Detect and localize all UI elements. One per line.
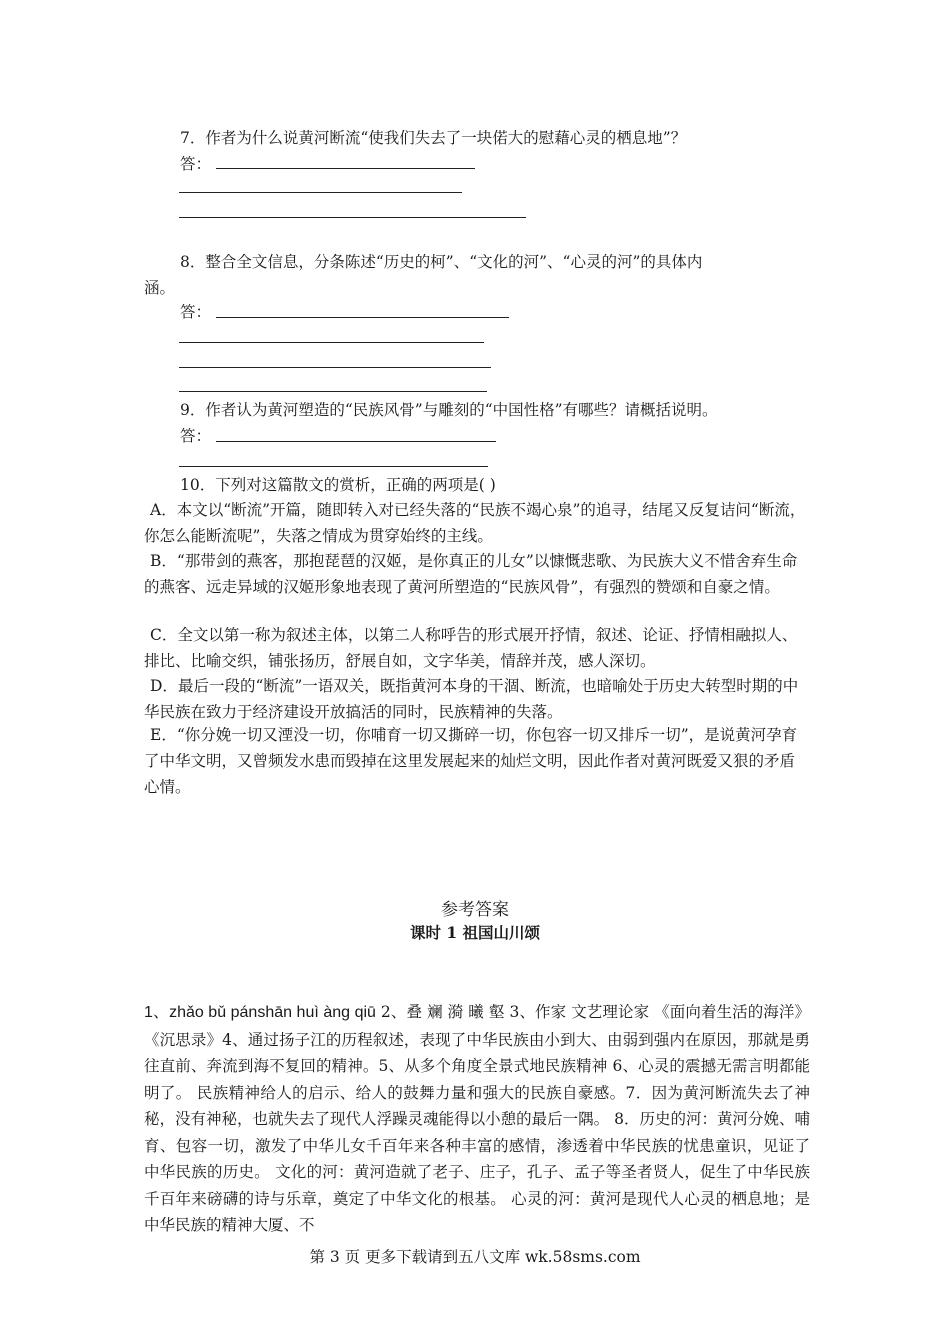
answer-label-8: 答： [180, 303, 212, 321]
option-c [144, 622, 810, 674]
option-text: 最后一段的“断流”一语双关，既指黄河本身的干涸、断流，也暗喻处于历史大转型时期的中华民族在致力于经济建设开放搞活的同时，民族精神的失落。 [144, 677, 799, 721]
question-8-continued: 涵。 [144, 279, 176, 297]
option-a [144, 497, 810, 549]
question-7: 7．作者为什么说黄河断流“使我们失去了一块偌大的慰藉心灵的栖息地”？ [180, 129, 687, 147]
answer-line [179, 391, 487, 392]
option-text: 全文以第一称为叙述主体，以第二人称呼告的形式展开抒情，叙述、论证、抒情相融拟人、排比、比喻交织，铺张扬历，舒展自如，文字华美，情辞并茂，感人深切。 [144, 626, 798, 670]
page-footer: 第 3 页 更多下载请到五八文库 wk.58sms.com [309, 1248, 641, 1266]
option-text: 本文以“断流”开篇，随即转入对已经失落的“民族不竭心泉”的追寻，结尾又反复诘问“断流，你怎么能断流呢”，失落之情成为贯穿始终的主线。 [144, 501, 806, 545]
answer-label-7: 答： [180, 155, 212, 173]
answer-line [179, 192, 462, 193]
option-text: “那带剑的燕客，那抱琵琶的汉姬，是你真正的儿女”以慷慨悲歌、为民族大义不惜舍弃生命的燕客、远走异域的汉姬形象地表现了黄河所塑造的“民族风骨”，有强烈的赞颂和自豪之情。 [144, 552, 798, 596]
answer-body: 2、叠 斓 漪 曦 壑 3、作家 文艺理论家 《面向着生活的海洋》《沉思录》4、通过扬子江的历程叙述，表现了中华民族由小到大、由弱到强内在原因，那就是勇往直前、奔流到海不复回的精神。5、从多个角度全景式地民族精神 6、心灵的震撼无需言明都能明了。 民族精神给人的启示、给人的鼓舞力量和强大的民族自豪感。7．因为黄河断流失去了神秘，没有神秘，也就失去了现代人浮躁灵魂能得以小憩的最后一隅。 8．历史的河：黄河分娩、哺育、包容一切，激发了中华儿女千百年来各种丰富的感情，渗透着中华民族的忧患童识，见证了中华民族的历史。 文化的河：黄河造就了老子、庄子，孔子、孟子等圣者贤人，促生了中华民族千百年来磅礴的诗与乐章，奠定了中华文化的根基。 心灵的河：黄河是现代人心灵的栖息地；是中华民族的精神大厦、不 [144, 1003, 810, 1234]
answer-line [179, 466, 488, 467]
answer-line [216, 168, 475, 169]
answer-line [179, 367, 491, 368]
reference-answers [144, 999, 810, 1239]
option-label: D． [150, 677, 178, 695]
option-label: E． [150, 726, 177, 744]
question-8: 8．整合全文信息，分条陈述“历史的柯”、“文化的河”、“心灵的河”的具体内 [180, 253, 703, 271]
option-text: “你分娩一切又湮没一切，你哺育一切又撕碎一切，你包容一切又排斥一切”，是说黄河孕育了中华文明，又曾频发水患而毁掉在这里发展起来的灿烂文明，因此作者对黄河既爱又狠的矛盾心情。 [144, 726, 798, 796]
answer-line [216, 441, 496, 442]
answer-line [179, 342, 484, 343]
option-d [144, 673, 810, 725]
pinyin-answer: 1、zhǎo bǔ pánshān huì àng qiū [144, 1004, 376, 1021]
reference-subtitle: 课时 1 祖国山川颂 [409, 923, 541, 942]
answer-label-9: 答： [180, 427, 212, 445]
option-e [144, 722, 810, 800]
question-9: 9．作者认为黄河塑造的“民族风骨”与雕刻的“中国性格”有哪些？请概括说明。 [180, 401, 718, 419]
reference-title: 参考答案 [441, 900, 509, 920]
question-10: 10．下列对这篇散文的赏析，正确的两项是( ) [180, 476, 496, 494]
option-label: B． [150, 552, 177, 570]
answer-line [216, 317, 509, 318]
answer-line [179, 217, 526, 218]
option-label: A． [150, 501, 177, 519]
option-b [144, 548, 810, 626]
option-label: C． [150, 626, 178, 644]
